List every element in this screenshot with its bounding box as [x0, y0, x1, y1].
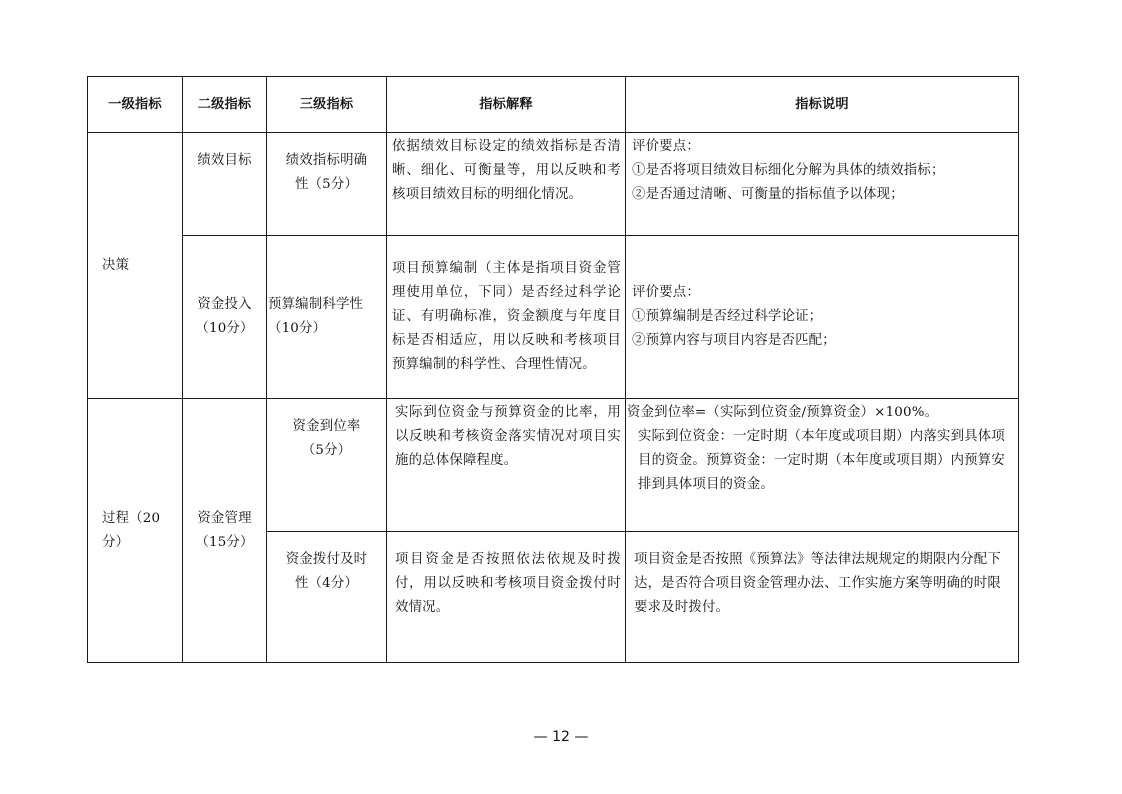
header-description: 指标说明: [626, 77, 1019, 133]
level3-cell: [267, 133, 387, 236]
description-cell: [626, 532, 1019, 663]
table-row: [88, 133, 1019, 236]
level3-label: 资金到位率（5分）: [292, 419, 361, 458]
header-level2: 二级指标: [183, 77, 267, 133]
level2-performance-goal: [183, 133, 267, 236]
header-level3: 三级指标: [267, 77, 387, 133]
description-line: ①是否将项目绩效目标细化分解为具体的绩效指标；: [632, 163, 945, 178]
description-line: 项目资金是否按照《预算法》等法律法规规定的期限内分配下达，是否符合项目资金管理办法、工作实施方案等明确的时限要求及时拨付。: [634, 552, 1001, 615]
explanation-cell: [387, 236, 626, 399]
level2-performance-goal-label: 绩效目标: [197, 153, 252, 168]
description-cell: [626, 399, 1019, 532]
table-header-row: [88, 77, 1019, 133]
explanation-text: 依据绩效目标设定的绩效指标是否清晰、细化、可衡量等，用以反映和考核项目绩效目标的明细化情况。: [392, 139, 621, 202]
description-line: 实际到位资金：一定时期（本年度或项目期）内落实到具体项目的资金。预算资金：一定时期（本年度或项目期）内预算安排到具体项目的资金。: [638, 429, 1005, 492]
level3-cell: [267, 236, 387, 399]
level1-process-label: 过程（20分）: [102, 510, 161, 550]
explanation-text: 实际到位资金与预算资金的比率，用以反映和考核资金落实情况对项目实施的总体保障程度。: [395, 405, 621, 468]
explanation-text: 项目资金是否按照依法依规及时拨付，用以反映和考核项目资金拨付时效情况。: [395, 552, 621, 615]
description-line: 评价要点：: [632, 285, 700, 300]
description-line: 评价要点：: [632, 139, 700, 154]
level2-fund-input-label: 资金投入（10分）: [195, 297, 254, 336]
level2-fund-management: [183, 399, 267, 663]
header-explanation: 指标解释: [387, 77, 626, 133]
page-number: — 12 —: [533, 729, 589, 745]
description-cell: [626, 133, 1019, 236]
description-cell: [626, 236, 1019, 399]
level3-label: 预算编制科学性（10分）: [268, 297, 364, 336]
level1-decision-label: 决策: [102, 257, 130, 273]
explanation-text: 项目预算编制（主体是指项目资金管理使用单位，下同）是否经过科学论证、有明确标准，资金额度与年度目标是否相适应，用以反映和考核项目预算编制的科学性、合理性情况。: [392, 261, 621, 372]
table-row: [88, 236, 1019, 399]
table-row: [88, 399, 1019, 532]
description-line: 资金到位率=（实际到位资金/预算资金）×100%。: [627, 405, 939, 420]
explanation-cell: [387, 133, 626, 236]
explanation-cell: [387, 399, 626, 532]
level3-cell: [267, 532, 387, 663]
level3-label: 绩效指标明确性（5分）: [285, 153, 368, 192]
evaluation-index-table: [87, 76, 1019, 663]
level2-fund-management-label: 资金管理（15分）: [195, 510, 254, 550]
header-level1: 一级指标: [88, 77, 183, 133]
level1-decision: [88, 133, 183, 399]
level2-fund-input: [183, 236, 267, 399]
description-line: ①预算编制是否经过科学论证；: [632, 309, 823, 324]
explanation-cell: [387, 532, 626, 663]
level3-label: 资金拨付及时性（4分）: [285, 552, 368, 591]
description-line: ②预算内容与项目内容是否匹配；: [632, 333, 836, 348]
level1-process: [88, 399, 183, 663]
description-line: ②是否通过清晰、可衡量的指标值予以体现；: [632, 187, 904, 202]
level3-cell: [267, 399, 387, 532]
